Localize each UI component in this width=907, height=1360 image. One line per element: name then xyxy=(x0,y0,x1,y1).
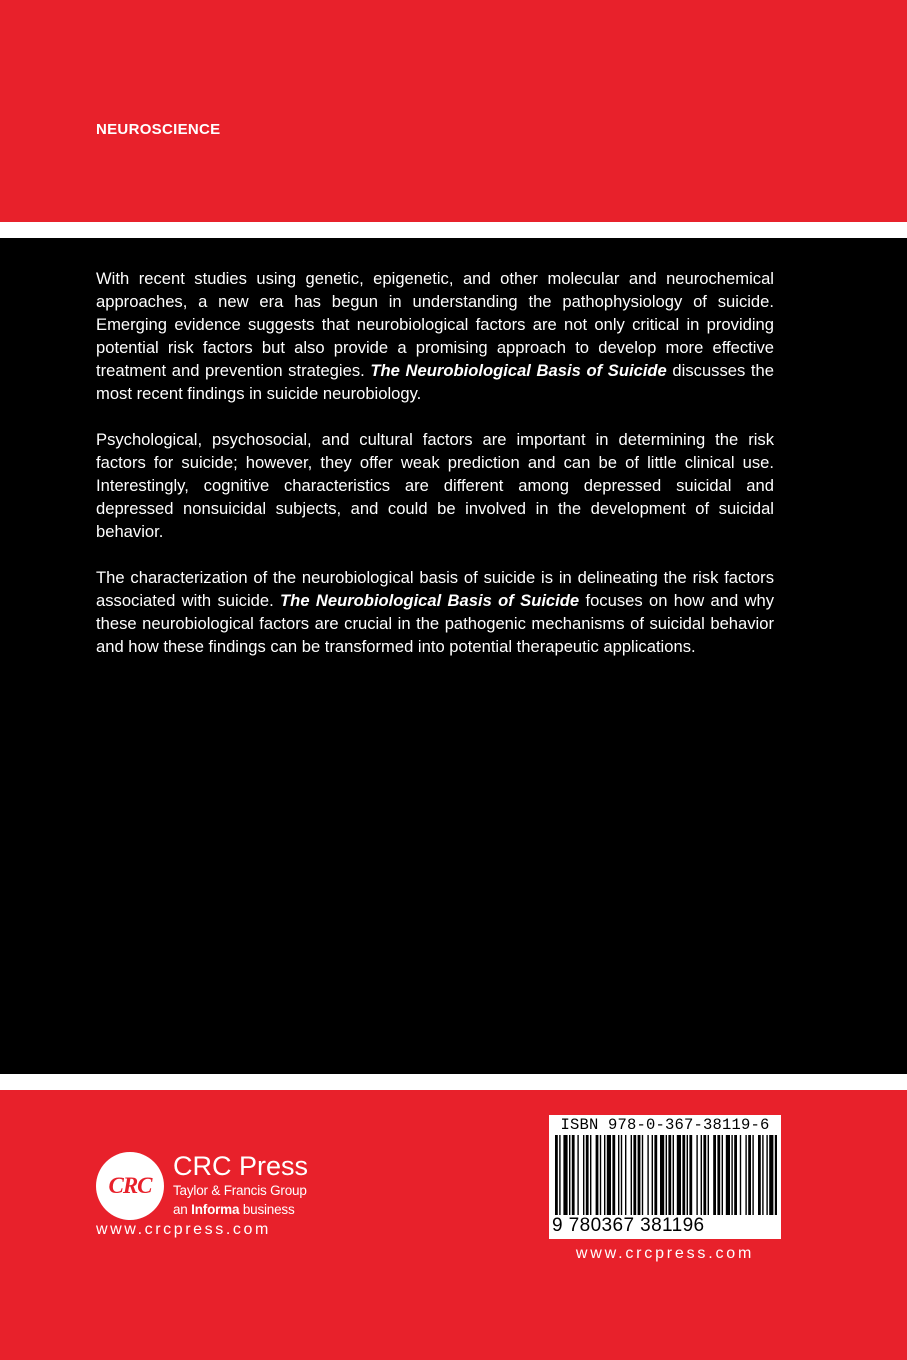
publisher-name: CRC Press xyxy=(173,1151,309,1181)
isbn-barcode xyxy=(549,1115,781,1239)
isbn-label: ISBN 978-0-367-38119-6 xyxy=(560,1116,770,1134)
publisher-website: www.crcpress.com xyxy=(96,1221,271,1238)
crc-logo-text: CRC xyxy=(108,1173,152,1198)
category-label: NEUROSCIENCE xyxy=(96,121,221,138)
footer-website: www.crcpress.com xyxy=(575,1245,755,1262)
top-red-band xyxy=(0,0,907,222)
description-paragraph-2: Psychological, psychosocial, and cultural factors are important in determining the risk factors for suicide; however, they offer weak prediction and can be of little clinical use. Interestingly, cognitive characteristics are different among depressed suicidal and depressed nonsuicidal subjects, and could be involved in the development of suicidal behavior. xyxy=(96,430,774,541)
isbn-digits: 9 780367 381196 xyxy=(551,1215,780,1237)
description-paragraph-3: The characterization of the neurobiological basis of suicide is in delineating the risk factors associated with suicide. The Neurobiological Basis of Suicide focuses on how and why these neurobiological factors are crucial in the pathogenic mechanisms of suicidal behavior and how these findings can be transformed into potential therapeutic applications. xyxy=(96,568,774,656)
book-title-mention: The Neurobiological Basis of Suicide xyxy=(280,591,580,610)
publisher-tagline: an Informa business xyxy=(173,1202,295,1217)
book-title-mention: The Neurobiological Basis of Suicide xyxy=(370,361,667,380)
book-description xyxy=(96,267,774,681)
publisher-group: Taylor & Francis Group xyxy=(173,1183,307,1198)
crc-logo xyxy=(96,1152,164,1220)
description-paragraph-1: With recent studies using genetic, epigenetic, and other molecular and neurochemical approaches, a new era has begun in understanding the pathophysiology of suicide. Emerging evidence suggests that neurobiological factors are not only critical in providing potential risk factors but also provide a promising approach to develop more effective treatment and prevention strategies. The Neurobiological Basis of Suicide discusses the most recent findings in suicide neurobiology. xyxy=(96,269,774,403)
